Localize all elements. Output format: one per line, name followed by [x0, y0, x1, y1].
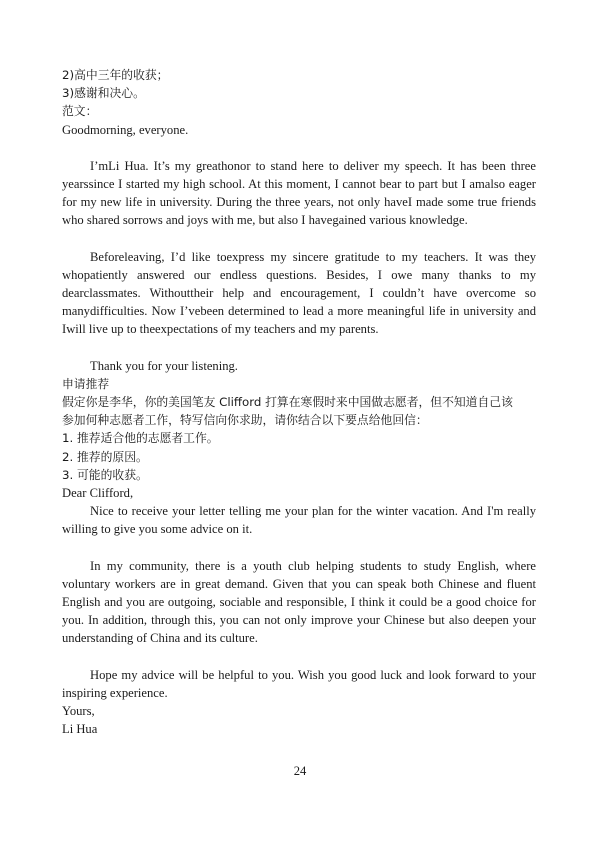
page-number: 24 [293, 764, 307, 778]
speech-closing: Thank you for your listening. [90, 358, 238, 373]
letter-paragraph-1: Nice to receive your letter telling me your plan for the winter vacation. And I'm really willing to give you some advice on it. [62, 504, 536, 537]
letter-salutation: Dear Clifford, [62, 486, 134, 501]
letter-signoff: Yours, [62, 704, 95, 719]
sample-essay-label: 范文： [62, 104, 98, 119]
task-point-2: 2. 推荐的原因。 [62, 449, 148, 464]
task-point-3: 3. 可能的收获。 [62, 467, 148, 482]
task-point-1: 1. 推荐适合他的志愿者工作。 [62, 431, 219, 446]
outline-item-3: 3)感谢和决心。 [62, 86, 145, 101]
section-title: 申请推荐 [62, 376, 110, 391]
letter-paragraph-3: Hope my advice will be helpful to you. Wish you good luck and look forward to your inspiring experience. [62, 667, 536, 700]
document-page [62, 66, 536, 739]
speech-paragraph-1: I’mLi Hua. It’s my greathonor to stand here to deliver my speech. It has been three yearssince I started my high school. At this moment, I cannot bear to part but I amalso eager for my new life in university. During the three years, not only haveI made some true friends who shared sorrows and joys with me, but also I havegained various knowledge. [62, 158, 536, 228]
speech-paragraph-2: Beforeleaving, I’d like toexpress my sincere gratitude to my teachers. It was they whopatiently answered our endless questions. Besides, I owe many thanks to my dearclassmates. Withouttheir help and encouragement, I couldn’t have overcome so manydifficulties. Now I’vebeen determined to lead a more meaningful life in university and Iwill live up to theexpectations of my teachers and my parents. [62, 249, 536, 337]
task-prompt-line-1: 假定你是李华，你的美国笔友 Clifford 打算在寒假时来中国做志愿者，但不知道自己该 [62, 395, 513, 410]
letter-signature: Li Hua [62, 722, 98, 737]
task-prompt-line-2: 参加何种志愿者工作，特写信向你求助，请你结合以下要点给他回信： [62, 413, 428, 428]
letter-paragraph-2: In my community, there is a youth club helping students to study English, where voluntary workers are in great demand. Given that you can speak both Chinese and fluent English and you are outgoing, sociable and responsible, I think it could be a good choice for you. In addition, through this, you can not only improve your Chinese but also deepen your understanding of China and its culture. [62, 558, 536, 646]
outline-item-2: 2)高中三年的收获； [62, 68, 169, 82]
speech-greeting: Goodmorning, everyone. [62, 122, 189, 137]
